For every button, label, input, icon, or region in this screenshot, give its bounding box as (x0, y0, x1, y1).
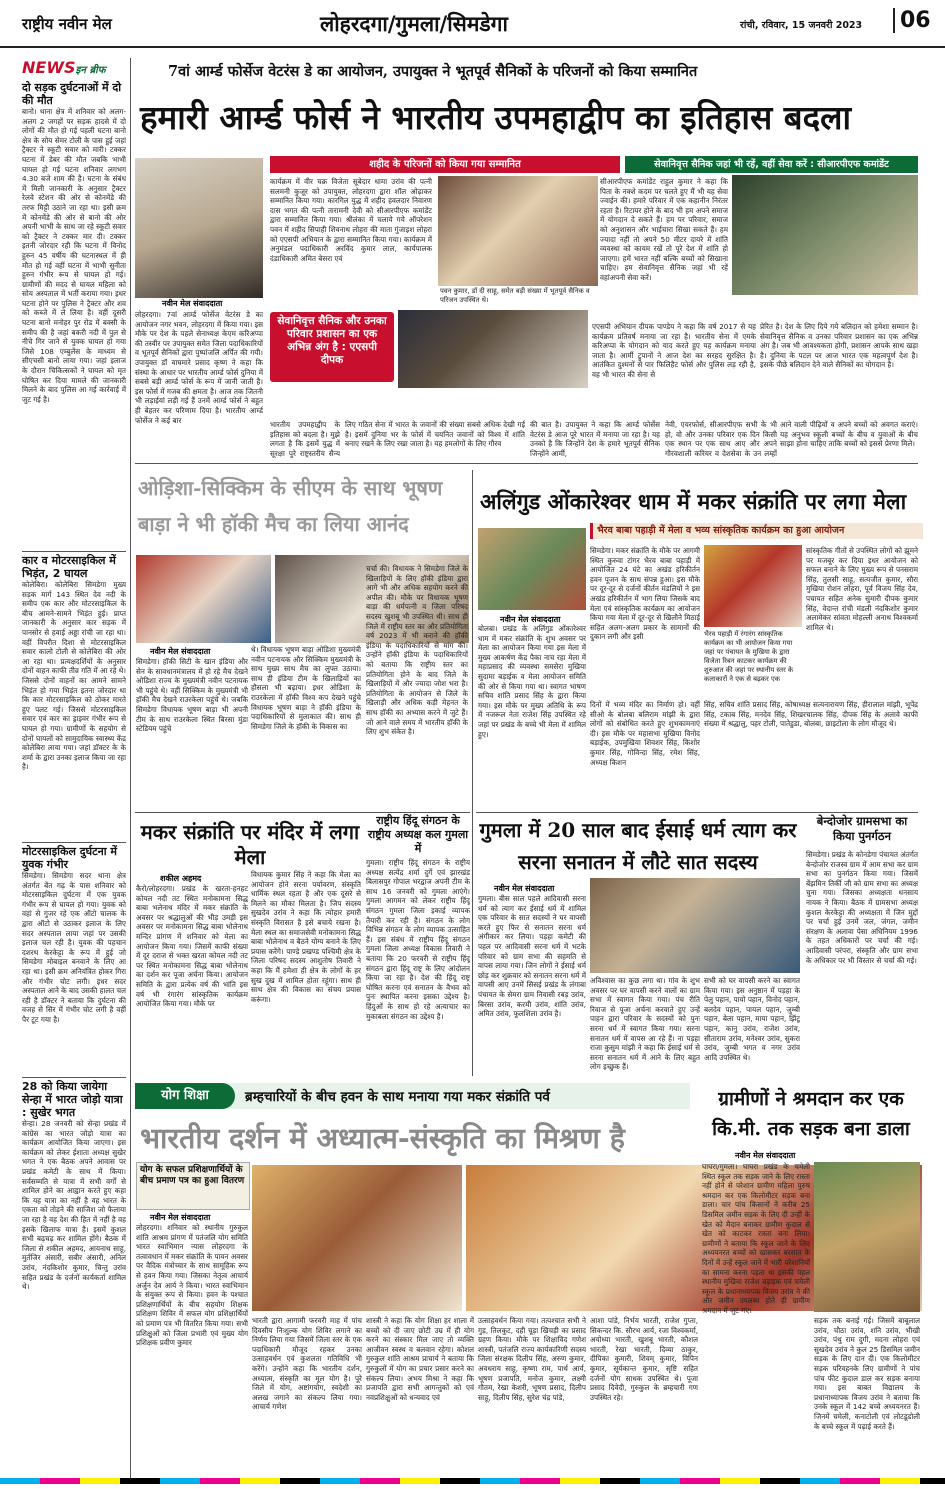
alingud-text-col5: सिंह, सचिव शांति प्रसाद सिंह, कोषाध्यक्ष सत्यनारायण सिंह, हीरालाल मांझी, भूपेंद्र सिंह, टकाब सिंह, मनदेव सिंह, शिखरचालक सिंह, दीपक सिंह के अलावे काफी संख्या में श्रद्धालु, पहर टोली, पातेडुडा, बोलबा, छाइटोला के लोग मौजूद थे। (704, 700, 918, 729)
gumla-text-col3: सभी को घर वापसी करने का स्वागत किया गया। इस अनुष्ठान में पड़हा के पेलु पहान, पायो पहान, विनोद पहान, बलदेव पहान, पायल पहान, जुम्बी पहान, बेला पहान, माया पहान, झिंटू पहान, कानु उरांव, राजेश उरांव, सीताराम उरांव, मनेश्वर उरांव, सुकरा उरांव, जुम्बी भगत व नगर उरांव आदि उपस्थित थे। (704, 976, 800, 1062)
havan-photo (252, 1165, 462, 1311)
lead-text-col4: सीआरपीएफ कमांडेंट राहुल कुमार ने कहा कि पिता के नक्शे कदम पर चलते हुए मैं भी यह सेवा ज्वाईन की। हमारे परिवार में एक कहानीन निरंतर रहता है। रिटायर होने के बाद भी हम अपने समाज में योगदान दे सकते हैं। हम पर परिवार, समाज को अनुशासन और भाईचारा सिखा सकते हैं। हम ज्यादा नहीं तो अपने 50 मीटर दायरे में शांति व्यवस्था को कायम रखें तो पूरे देश में शांति हो जाएगा। हमें भारत नहीं बल्कि बच्चों को सिखाना चाहिए। हम सेवानिवृत्त सैनिक जहां भी रहें वहांअपनी सेवा करें। (600, 177, 728, 282)
gumla-text-col1: गुमला। बीस साल पहले आदिवासी सरना धर्म को त्याग कर ईसाई धर्म में शामिल एक परिवार के सात सदस्यों ने घर वापसी करते हुए फिर से सनातन सरना धर्म अंगीकार कर लिया। पड़हा कमेटी की पहल पर आदिवासी सरना धर्म में भटके परिवार को ग्राम सभा की सहमति से वापस लाया गया। जिन लोगों ने ईसाई धर्म छोड़ कर शुक्रवार को सनातन सरना धर्म में वापसी आए उनमें सिसई प्रखंड के लंगाबा पंचायत के सेमरा ग्राम निवासी रबड़ उरांव, बिरसा उरांव, करमी उरांव, शांति उरांव, अमित उरांव, फूलशिला उरांव है। (478, 894, 586, 1019)
yoga-text-col5: आशा पांडे, निर्भय भारती, राजेश गुप्ता, सिकन्दर कि. सौरभ आर्य, रजा विश्वकर्मा, अयोध्या भारती, खुशबू भारती, कौशल भारती, रेखा भारती, दिव्या ठाकुर, दीपिका कुमारी, शिवम् कुमार, विपिन कुमार, सूर्यकान्त कुमार, सृष्टि सहित दर्जनों योग साधक उपस्थित थे। पूजा प्रसाद दिवेदी, गुरुकुल के ब्रम्हचारी गण उपस्थित रहे। (590, 1316, 698, 1402)
hindu-text: गुमला। राष्ट्रीय हिंदू संगठन के राष्ट्रीय अध्यक्ष सत्येंद्र शर्मा दुर्गे एवं झारखंड बिलासपुर गोपाल भरद्वाज अपनी टीम के साथ 16 जनवरी को गुमला आएंगे। गुमला आगमन को लेकर राष्ट्रीय हिंदू संगठन गुमला जिला इकाई व्यापक तैयारी कर रही है। संगठन के लोग विभिन्न संगठन के लोग व्यापक उत्साहित हैं। इस संबंध में राष्ट्रीय हिंदू संगठन गुमला जिला अध्यक्ष विकास तिवारी ने बताया कि 20 फरवरी से राष्ट्रीय हिंदू संगठन द्वारा हिंदू राष्ट्र के लिए आंदोलन किया जा रहा है। देश की हिंदू राष्ट्र घोषित करना एवं सनातन के वैभव को पुनः स्थापित करना इसका उद्देश्य है। हिंदुओं के साथ हो रहे अत्याचार का मुकाबला संगठन का उद्देश्य है। (366, 858, 470, 1021)
paper-logo: राष्ट्रीय नवीन मेल (22, 15, 112, 33)
registration-marks (0, 1478, 945, 1484)
alingud-text-col2: सिमडेगा। मकर संक्रांति के मौके पर आगमी स्थित कुरुवा टांगर भैरव बाबा पहाड़ी में आयोजित 24 घंटे का अखंड हरिकीर्तन हवन पूजन के साथ संपन्न हुआ। इस मौके पर दूर-दूर से दर्जनों कीर्तन मंडलियों ने इस अखंड हरिकीर्तन में भाग लिया जिसके बाद मेला एवं सांस्कृतिक कार्यक्रम का आयोजन किया गया मेला में दूर-दूर से खिलौने मिठाई सहित अलग-अलग प्रकार के सामानों की दुकान लगी और इसी (590, 546, 700, 642)
alingud-rule (476, 812, 918, 813)
lead-text-col2: कार्यक्रम में वीर चक्र विजेता सूबेदार धामा उरांव की पत्नी सलमनी कुजूर को उपायुक्त, लोहरदगा द्वारा शॉल ओढ़ाकर सम्मानित किया गया। कारगिल युद्ध में शहीद हवलदार निवारण दास भगत की पत्नी तारामनी देवी को सीआरपीएफ कमांडेंट द्वारा सम्मानित किया गया। श्रीलंका में चलाये गये ऑपरेशन पवन में शहीद सिपाही शिवनाथ लोहरा की माता गुंजाइश लोहरा को एएसपी अभियान के द्वारा सम्मानित किया गया। कार्यक्रम में अनुमंडल पदाधिकारी अरविंद कुमार लाल, कार्यपालक दंडाधिकारी अमित बेसरा एवं (270, 177, 432, 263)
lead-lower-1: भारतीय उपमहाद्वीप के इतिहास को बदला है। मुझे लगता है कि इसमें युद्ध में सूरक्षा पुरे राष्ट्रस्तरीय सैन्य (270, 420, 340, 458)
lead-byline: नवीन मेल संवाददाता (162, 299, 223, 308)
martyr-families-honoured-bar: शहीद के परिजनों को किया गया सम्मानित (270, 156, 620, 173)
yoga-strip (135, 1083, 690, 1109)
news-brief-column (22, 58, 126, 1478)
yoga-label: योग शिक्षा (135, 1083, 235, 1109)
odisha-byline: नवीन मेल संवाददाता (150, 647, 211, 656)
page-number: 06 (893, 8, 931, 33)
lead-text-col1: लोहरदगा। 7वां आर्म्ड फोर्सेज वेटरंस डे का आयोजन नगर भवन, लोहरदगा में किया गया। इस मौके पर देश के पहले सेनाध्यक्ष केएम करिअप्पा की तस्वीर पर उपायुक्त समेत जिला पदाधिकारियों व भूतपूर्व सैनिकों द्वारा पुष्पांजलि अर्पित की गयी। उपायुक्त डॉ वाघमारे प्रसाद कृष्ण ने कहा कि संस्था के आधार पर भारतीय आर्म्ड फोर्स दुनिया में सबसे बड़ी आर्म्ड फोर्स के रूप में जानी जाती है। इस फोर्स में गजब की क्षमता है। आज तक जितनी भी लड़ाईयां लड़ी गई हैं उनमें आर्म्ड फोर्स ने बहुत ही बेहतर कर परिणाम दिया है। भारतीय आर्म्ड फोर्सेज ने कई बार (135, 310, 263, 425)
lead-lower-4: नेवी, एयरफोर्स, सीआरपीएफ सभी के भी हो, वो और उनका परिवार एक दिन किसी एक स्थान पर एक साथ आए और अपने गौरवशाली करियर व देशसेवा के उन लम्हों (665, 420, 777, 458)
vertical-divider (472, 470, 473, 1076)
quote-box (270, 312, 394, 382)
yoga-text-col4: उत्साहवर्धन किया गया। तत्पश्चात सभी ने गुड़, तिलकुट, दही चूड़ा खिचड़ी का प्रसाद ग्रहण किया। मौके पर शिक्षाविद गणेश शास्त्री, पतंजलि राज्य कार्यकारिणी सदस्य जिला संरक्षक दिलीप सिंह, अरुण कुमार, अवधराय साहू, कृष्णा राम, पार्थ आर्य, भूषण प्रजापति, मनोज कुमार, लक्ष्मी गौतम, रेखा केशरी, भूषण प्रसाद, दिलीप साहू, दिलीप सिंह, सुरेश चंद्र पांडे, (478, 1316, 586, 1402)
alingud-headline: अलिंगुड ओंकारेश्वर धाम में मकर संक्रांति पर लगा मेला (480, 490, 907, 515)
speaker-asp-photo (398, 310, 588, 388)
odisha-headline: ओड़िशा-सिक्किम के सीएम के साथ भूषण बाड़ा ने भी हॉकी मैच का लिया आनंद (138, 476, 443, 536)
cm-hockey-photo-1 (136, 555, 271, 643)
makar-text-col1: कैरो/लोहरदगा। प्रखंड के खरता-हनहट कोयल नदी तट स्थित मनोकामना सिद्ध बाबा भलेनाथ मंदिर में मकर संक्रांति के अवसर पर श्रद्धालुओं की भीड़ उमड़ी इस अवसर पर मनोकामना सिद्ध बाबा भोलेनाथ मन्दिर प्रांगण में शनिवार को मेला का आयोजन किया गया। जिसमें काफी संख्या में दूर दराज से भक्त खरता कोयल नदी तट पर स्थित मनोकामना सिद्ध बाबा भोलेनाथ का दर्शन कर पूजा अर्चना किया। आयोजन समिति के द्वारा प्रत्येक वर्ष की भांति इस वर्ष भी रंगारंग सांस्कृतिक कार्यक्रम आयोजित किया गया। मौके पर (136, 884, 248, 1009)
quote-text: सेवानिवृत्त सैनिक और उनका परिवार प्रशासन का एक अभिन्न अंग है : एएसपी दीपक (277, 315, 387, 366)
brief-text-2: कोलेबिरा। कोलेबिरा सिमडेगा मुख्य सड़क मार्ग 143 स्थित देव नदी के समीप एक कार और मोटरसाइकिल के बीच आमने-सामने भिड़ंत हुई। प्राप्त जानकारी के अनुसार कार सड़क में पानसोर से हवाई अड्डा रांची जा रहा था। वहीं विपरीत दिशा से मोटरसाइकिल सवार कालो टोली से कोलेबिरा की ओर आ रहा था। प्रत्यक्षदर्शियों के अनुसार दोनों वाहन काफी तीव्र गति में आ रहे थे। जिससे दोनों वाहनों का आमने सामने भिड़ंत हो गया भिड़ंत इतना जोरदार था कि कार मोटरसाइकिल को ठोकर मारते हुए पलट गई। जिससे मोटरसाइकिल सवार एवं कार का ड्राइवर गंभीर रूप से घायल हो गया। ग्रामीणों के सहयोग से दोनों घायलों को सामुदायिक स्वास्थ्य केंद्र कोलेबिरा लाया गया। जहां डॉक्टर के के शर्मा के द्वारा उनका इलाज किया जा रहा है। (22, 580, 126, 772)
paika-dance-photo (478, 528, 586, 610)
bendo-headline: बेन्दोजोर ग्रामसभा का किया पुनर्गठन (816, 814, 908, 843)
lead-bar-right (625, 156, 918, 173)
road-text-col2: सड़क तक बनाई गई। जिसमें बाबूलाल उरांव, चौठा उरांव, शनि उरांव, भीखी उरांव, पंथु राम दुगी, मदना लोहरा एवं सुखदेव उरांव ने कुल 25 डिसमिल जमीन सड़क के लिए दान दी। एक किलोमीटर सड़क परिवहनके लिए ग्रामीणों ने पांच पांच फीट कुदाल डाल कर सड़क बनाया गया। इस बाबत विद्यालय के प्रधानाध्यापक विजय उरांव ने बताया कि उनके स्कूल में 142 बच्चे अध्ययनरत हैं। जिनमें चमेली, कनाटोली एवं लोटडूडोली के बच्चे स्कूल में पढ़ाई करते हैं। (814, 1316, 920, 1431)
retired-soldiers-serve-bar: सेवानिवृत्त सैनिक जहां भी रहें, वहीं सेवा करें : सीआरपीएफ कमांडेंट (625, 156, 918, 173)
makar-text-col2: विधायक कुमार सिंह ने कहा कि मेला का आयोजन होने सरना पर्यावरण, संस्कृति धार्मिक स्थल रहता है और एक दूसरे से मिलने का मौका मिलता है। जिप सदस्य सुखदेव उरांव ने कहा कि त्योहार हमारी संस्कृति विरासत है इसे बचाये रखना है। मेला स्थल का समाजसेवी मनोकामना सिद्ध बाबा भोलेनाथ व बैठने योग्य बनाने के लिए प्रयास करेंगे। पाण्डे प्रखण्ड पश्चिमी क्षेत्र के जिला परिषद सदस्य आशुतोष तिवारी ने कहा कि मैं हमेशा ही क्षेत्र के लोगों के हर सुख दुख में शामिल होता रहूंगा। साथ ही साथ क्षेत्र की विकास का संचय प्रयास करूंगा। (251, 870, 361, 1004)
lead-lower-2: लिए गठित सेना में भारत के जवानों की संख्या सबसे अधिक देखी गई है। इसमें दुनिया भर के फोर्स में चयनित जवानों को विश्व में शांति बनाए रखने के लिए रखा जाता है। यह हमलोगों के लिए गौरव (345, 420, 525, 449)
column-divider (130, 58, 131, 1478)
bhairav-fair-photo (704, 545, 802, 627)
brief-text-3: सिमडेगा। सिमडेगा सदर थाना क्षेत्र अंतर्गत बेंत गढ़ के पास शनिवार को मोटरसाइकिल दुर्घटना में एक युवक गंभीर रूप से घायल हो गया। युवक को वहां से गुजर रहे एक ऑटो चालक के द्वारा ऑटो से उठाकर इलाज के लिए सदर अस्पताल लाया जहां पर उसकी इलाज चल रही है। युवक की पहचान दशरथ केरकेट्टा के रूप में हुई जो सिमडेगा मोबाइल बनवाने के लिए आ रहा था। इसी क्रम अनियंत्रित होकर गिरा और गंभीर चोट लगी। इधर सदर अस्पताल आने के बाद उसकी हालत चल रही है डॉक्टर ने बताया कि दुर्घटना की वजह से सिर में गंभीर चोट लगी है वहीं पैर टूट गया है। (22, 871, 126, 1024)
yoga-text-col2: भारती द्वारा आगामी फरवरी माह में पांच दिवसीय निःशुल्क योग शिविर लगाने का निर्णय लिया गया जिसमें जिला स्तर के एक पदाधिकारी मौजूद रहकर उनका उत्साहवर्धन एवं कुशलता गतिविधि भी करेंगे। उन्होंने कहा कि भारतीय दर्शन, अध्यात्म, संस्कृति का मूल योग है। पूरे जिले में योग, अष्टांगयोग, स्वदेशी का अलख जगाने का संकल्प लिया गया। आचार्य गणेश (252, 1316, 362, 1412)
road-shramdaan-photo (814, 1162, 920, 1312)
lead-lower-3: की बात है। उपायुक्त ने कहा कि आर्म्ड फोर्सेस वेटरंस डे आज पूरे भारत में मनाया जा रहा है। यह उनको है कि जिन्होंने देश के हमारे भूतपूर्व सैनिक जिन्होंने आर्मी, (530, 420, 660, 458)
honour-ceremony-photo (438, 176, 598, 286)
yoga-box-text: योग के सफल प्रशिक्षणार्थियों के बीच प्रमाण पत्र का हुआ वितरण (140, 1165, 245, 1186)
news-brief-label (22, 58, 126, 77)
brief-headline-3: मोटरसाइकिल दुर्घटना में युवक गंभीर (22, 842, 126, 871)
road-byline: नवीन मेल संवाददाता (735, 1151, 796, 1160)
yoga-headline: भारतीय दर्शन में अध्यात्म-संस्कृति का मिश्रण है (140, 1121, 625, 1155)
bendo-text: सिमडेगा। प्रखंड के कोनडेगा पंचायत अंतर्गत बेन्दोजोर राजस्व ग्राम में आम सभा कर ग्राम सभा का पुनर्गठन किया गया। जिसमें बेंझमिन तिर्की जी को ग्राम सभा का अध्यक्ष चुना गया। जिसका अध्यक्षता धनसाय नायक ने किया। बैठक में ग्रामसभा अध्यक्ष कुशल केरकेट्टा की अध्यक्षता में जिन मुद्दों पर चर्चा हुई उनमें जल, जंगल, जमीन संरक्षण के अलावा पेसा अधिनियम 1996 के तहत अधिकारों पर चर्चा की गई। आदिवासी परंपरा, संस्कृति और ग्राम सभा के अधिकार पर भी विस्तार से चर्चा की गई। (806, 850, 918, 965)
brief-text-1: बानो। थाना क्षेत्र में शनिवार को अलग-अलग 2 जगहों पर सड़क हादसे में दो लोगों की मौत हो गई पहली घटना बानो क्षेत्र के सोय सेमर टोली के पास हुई जहां ट्रैक्टर ने स्कूटी सवार को मारी। टक्कर घटना में डेबर की मौत जबकि भाभी घायल हो गई घटना शनिवार लगभग 4.30 बजे शाम की है। घटना के संबंध में मिली जानकारी के अनुसार ट्रैक्टर रेलवे स्टेशन की ओर से कोनमेंडे की तरफ मिट्टी उठाने जा रहा था। इसी क्रम में कोनमेंडे की ओर से बानो की ओर अपनी भाभी के साथ जा रहे स्कूटी सवार को ट्रैक्टर ने टक्कर मार दी। टक्कर इतनी जोरदार रही कि घटना में विनोद हुरुन 45 वर्षीय की घटनास्थल में ही मौत हो गई वहीं घटना में भाभी सुनीता हुरुन गंभीर रूप से घायल हो गई। ग्रामीणों की मदद से घायल महिला को सोय अस्पताल में भर्ती कराया गया। इधर घटना होने पर पुलिस ने ट्रैक्टर और शव को कब्जे में ले लिया है। वहीं दूसरी घटना बानो मनोहर पुर रोड में बक्सी के समीप की है जहां बकरी नदी में पुल से नीचे गिर जाने से युवक घायल हो गया जिसे 108 एम्बुलेंस के माध्यम से सीएचसी बानो लाया गया। जहां इलाज के दौरान चिकित्सकों ने घायल को मृत घोषित कर दिया मामले की जानकारी मिलने के बाद पुलिस आ गई कार्रवाई में जुट गई है। (22, 107, 126, 404)
section-rule (135, 463, 918, 464)
hindu-headline: राष्ट्रीय हिंदू संगठन के राष्ट्रीय अध्यक्ष कल गुमला में (367, 814, 469, 855)
alingud-photo-caption: भैरव पहाड़ी में रंगारंग सांस्कृतिक कार्यक्रम का भी आयोजन किया गया जहां पर पंचायत के मुखिया के द्वारा विजेता रिबन काटकर कार्यक्रम की शुरुआत की जहां पर स्थानीय स्तर के कलाकारों ने एक से बढ़कर एक (704, 630, 794, 683)
brief-headline-2: कार व मोटरसाइकिल में भिड़ंत, 2 घायल (22, 551, 126, 580)
lead-kicker: 7वां आर्म्ड फोर्सेज वेटरंस डे का आयोजन, उपायुक्त ने भूतपूर्व सैनिकों के परिजनों को किया सम्मानित (168, 63, 698, 80)
yoga-text-col3: शास्त्री ने कहा कि योग शिक्षा हर शाला में बच्चों को दी जाए छोटी उम्र में ही योग करने का संस्कार मिल जाए तो व्यक्ति आजीवन स्वस्थ व बलवान रहेगा। कोशल गुरुकुल शांति आश्रम प्राचार्य ने बताया कि गुरुकुलों में योग का प्रचार प्रसार करने का संकल्प लिया। अभय मिश्रा ने कहा कि प्रजापति द्वारा सभी आगन्तुकों को एवं नवप्रशिक्षुओं को धन्यवाद एवं (366, 1316, 474, 1402)
lead-text-col6: प्रेरित है। देश के लिए दिये गये बलिदान को हमेशा सम्मान है। सेवानिवृत्त सैनिक व उनका परिवार प्रशासन का एक अभिन्न अंग है। जब भी आवश्यकता होगी, प्रशासन आपके साथ खड़ा है। दुनिया के पटल पर आज भारत एक महत्वपूर्ण देश है। इसके पीछे बलिदान देने वाले सैनिकों का योगदान है। (760, 322, 918, 370)
section-title: लोहरदगा/गुमला/सिमडेगा (320, 11, 508, 36)
yoga-box (136, 1162, 250, 1210)
brief-label: इन ब्रीफ (75, 65, 106, 76)
makar-headline: मकर संक्रांति पर मंदिर में लगा मेला (140, 820, 360, 869)
yoga-text-col1: लोहरदगा। शनिवार को स्थानीय गुरुकुल शांति आश्रम प्रांगण में पतंजलि योग समिति भारत स्वाभिमान न्यास लोहरदगा के तत्वावधान में मकर संक्रांति के पावन अवसर पर वैदिक मंत्रोच्चार के साथ सामूहिक रूप से हवन किया गया। जिसका नेतृत्व आचार्य अर्जुन देव आर्य ने किया। भारत स्वाभिमान के संयुक्त रूप से किया। हवन के पश्चात प्रशिक्षणार्थियों के बीच सहयोग शिक्षक प्रशिक्षण शिविर में सफल योग प्रशिक्षार्थियों को प्रमाण पत्र भी वितरित किया गया। सभी प्रशिक्षुओं को जिला प्रभारी एवं मुख्य योग प्रशिक्षक प्रवीण कुमार (136, 1223, 248, 1348)
lead-headline: हमारी आर्म्ड फोर्स ने भारतीय उपमहाद्वीप का इतिहास बदला (140, 98, 852, 137)
brief-headline-1: दो सड़क दुर्घटनाओं में दो की मौत (22, 81, 122, 107)
masthead (0, 0, 945, 48)
odisha-text-col3: चर्चा की। विधायक ने सिमडेगा जिले के खिलाड़ियों के लिए हॉकी इंडिया द्वारा आगे भी और अधिक सहयोग करने की अपील की। मौके पर विधायक भूषण बाड़ा की धर्मपत्नी व जिला परिषद सदस्य खुशबू भी उपस्थित थी। साथ ही जिले में राष्ट्रीय स्तर का और प्रतियोगिता वर्ष 2023 में भी कराने की हॉकी इंडिया के पदाधिकारियों से मांग की। उन्होंने हॉकी इंडिया के पदाधिकारियों को बताया कि राष्ट्रीय स्तर का प्रतियोगिता होने के बाद जिले के खिलाड़ियों में और ज्यादा जोश भरा है। प्रतियोगिता के आयोजन से जिले के खिलाड़ी और अधिक कड़ी मेहनत के साथ हॉकी का अभ्यास करने में जुटे हैं। जो आने वाले समय में भारतीय हॉकी के लिए शुभ संकेत है। (366, 564, 468, 737)
alingud-subheading: भैरव बाबा पहाड़ी में मेला व भव्य सांस्कृतिक कार्यक्रम का हुआ आयोजन (597, 525, 845, 536)
odisha-text-col1: सिमडेगा। हॉकी सिटी के खान इंडिया और सेन के सावधानमंत्रालय में हो रहे मैच देखने ओडिशा राज्य के मुख्यमंत्री नवीन पटनायक भी पहुंचे थे। वहीं सिक्किम के मुख्यमंत्री भी हॉकी मैच देखने राउरकेला पहुंचे थे। जबकि सिमडेगा विधायक भूषण बाड़ा भी अपनी टीम के साथ राउरकेला स्थित बिरसा मुंडा स्टेडियम पहुंचे (136, 657, 248, 734)
alingud-text-col4: दिनों में भव्य मंदिर का निर्माण हो। वहीं सीओ के बोलबा बलिराम मांझी के द्वारा लोगों को संबोधित करते हुए शुभकामनाएं दी। इस मौके पर महासभा मुखिया विनोद बड़ाईक, उपमुखिया शिवशर सिंह, किशोर कुमार सिंह, गोविन्दा सिंह, रमेश सिंह, अध्यक्ष किशन (590, 700, 700, 767)
alingud-text-col3: सांस्कृतिक गीतों से उपस्थित लोगों को झूमने पर मजबूर कर दिया इधर आयोजन को सफल बनाने के लिए मुख्य रूप से पनसराम सिंह, तुलसी साहू, सत्यजीत कुमार, सौरा मुखिया रोशन लोहरा, पूर्व विजय सिंह देव, पचायत सहित अनेक सुमारी दीपक कुमार सिंह, वेदान्त रांची मंडली नंदकिशोर कुमार अलामेकर सांवता मोहल्ली अनाथ विश्वकर्मा शामिल थे। (806, 546, 918, 632)
yoga-kicker: ब्रम्हचारियों के बीच हवन के साथ मनाया गया मकर संक्रांति पर्व (245, 1089, 550, 1105)
alingud-text-col1: बोलबा। प्रखंड के अलिंगुड ओंकारेश्वर धाम में मकर संक्रांति के शुभ अवसर पर मेला का आयोजन किया गया इस मेला में मुख्य आकर्षण केंद्र पैका नाच रहा मेला में महाप्रसाद की व्यवस्था समसेरा मुखिया सुदामा बड़ाईक व मेला आयोजन समिति की ओर से किया गया था। स्वागत भाषण सचिव शांति प्रसाद सिंह के द्वारा किया गया। इस मौके पर मुख्य अतिथि के रूप में नजरूल नेता राजेश सिंह उपस्थित रहे जहां पर प्रखंड के बच्चे भी मेला में शामिल हुए। (478, 624, 586, 739)
odisha-rule (135, 812, 470, 813)
makar-byline: शकील अहमद (160, 874, 202, 883)
brief-text-4: सेन्हा। 28 जनवरी को सेन्हा प्रखंड में कांग्रेस का भारत जोड़ो यात्रा का कार्यक्रम आयोजित किया जाएगा। इस कार्यक्रम को लेकर ईशाता अध्यक्ष सुखेर भगत ने एक बैठक अपने आवास पर प्रखंड कमेटी के साथ में किया। सर्वसम्मति से यात्रा में सभी वर्गों से शामिल होने का आह्वान करते हुए कहा कि यह यात्रा का नहीं है वह भारत के एकता को तोड़ने की साजिश जो फैलाया जा रहा है वह देश की हित में नहीं है वह इसके खिलाफ यात्रा है। इसमें कुशल सभी बढ़चढ़ कर शामिल होंगे। बैठक में जिला से शकील अहमद, आयनाथ साहू, मुर्तजिर अंसारी, सबीर अंसारी, अनिल उरांव, नंदकिशोर कुमार, चिन्तु उरांव सहित प्रखंड के दर्जनों कार्यकर्ता शामिल थे। (22, 1119, 126, 1292)
odisha-text-col2: थे। विधायक भूषण बाड़ा ओडिशा मुख्यमंत्री नवीन पटनायक और सिक्किम मुख्यमंत्री के साथ मुख्य साथ मैच का लुफ्त उठाया। साथ ही इंडिया टीम के खिलाड़ियों का हौसला भी बढ़ाया। इधर ओडिशा के राउरकेला में हॉकी विश्व कप देखने पहुंचे विधायक भूषण बाड़ा ने हॉकी इंडिया के पदाधिकारियों से मुलाकात की। साथ ही सिमडेगा जिले के हॉकी के विकास का (251, 645, 361, 731)
lead-lower-7: आने वाली पीढ़ियों व अपने बच्चों को अवगत कराएं। यह अनुभव स्कूली बच्चों के बीच व युवाओं के बीच साझा होना चाहिए ताकि बच्चों को इससे प्रेरणा मिले। (780, 420, 918, 449)
issue-date: रांची, रविवार, 15 जनवरी 2023 (740, 20, 863, 31)
brief-headline-4: 28 को किया जायेगा सेन्हा में भारत जोड़ो यात्रा : सुखेर भगत (22, 1077, 126, 1119)
lead-bar-left (270, 156, 620, 173)
lead-text-col5: एएसपी अभियान दीपक पाण्डेय ने कहा कि वर्ष 2017 से यह कार्यक्रम प्रतिवर्ष मनाया जा रहा है। भारतीय सेना में एमके करिअप्पा के योगदान को याद करते हुए यह कार्यक्रम मनाया जाता है। आर्मी ट्रुपानों ने आज देश का सरहद सुरक्षित है। आतंकित दुश्मनों से पार फिलिहैट फोर्स और पुलिस लड़ रही है, वह भी भारत की सेना से (592, 322, 756, 379)
yoga-byline: नवीन मेल संवाददाता (150, 1213, 211, 1222)
gumla-gathering-photo (590, 878, 800, 973)
alingud-subbar (590, 523, 923, 539)
alingud-byline: नवीन मेल संवाददाता (500, 615, 561, 624)
gumla-text-col2: अविश्वास का कुछ लगा था। गांव के शुभ अवसर पर घर वापसी करने वालों का ग्राम सभा में स्वागत किया गया। पंच रीति रिवाज से पूजा अर्चना करवाते हुए उन्हें पाहन द्वारा परिवार के सदस्यों को पुनः सरना धर्म में स्वागत किया गया। सरना सनातन धर्म में वापस आ रहे हैं। ना पड़हा राजा कुसुम मांझी ने कहा कि ईसाई धर्म से सरना सनातन धर्म में आने के लिए बहुत लोग इच्छुक हैं। (590, 976, 700, 1072)
gumla-headline: गुमला में 20 साल बाद ईसाई धर्म त्याग कर सरना सनातन में लौटे सात सदस्य (479, 818, 797, 874)
crpf-commandant-photo (732, 175, 918, 295)
road-headline: ग्रामीणों ने श्रमदान कर एक कि.मी. तक सड़क बना डाला (712, 1088, 910, 1140)
gumla-byline: नवीन मेल संवाददाता (494, 884, 555, 893)
news-label: NEWS (22, 58, 76, 77)
lead-photo-caption: पवन कुमार, डॉ दी साहू, समेत बड़ी संख्या में भूतपूर्व सैनिक व परिजन उपस्थित थे। (440, 287, 590, 304)
deputy-commissioner-photo (135, 158, 263, 298)
road-text-col1: घाघरा/गुमला। घाघरा प्रखंड के चमेली स्थित स्कूल तक सड़क जाने के लिए रास्ता नहीं होने से परेशान ग्रामीण महिला पुरुष श्रमदान कर एक किलोमीटर सड़क बना डाला। चार पांच किसानों ने करीब 25 डिसमिल जमीन सड़क के लिए दी उन्हीं के खेत को मैदान बनाकर ग्रामीण कुदाल से खेत को काटकर रास्ता बना लिया। ग्रामीणों ने बताया कि स्कूल जाने के लिए अध्ययनरत बच्चों को खासकर बरसात के दिनों में उन्हें स्कूल जाने में भारी परेशानियों का सामना करना पड़ता था इसकी पहल स्थानीय मुखिया राजेश बड़ाइक एवं चमेली स्कूल के प्रधानाध्यापक विजय उरांव ने की और जमीन उपलब्ध होते ही ग्रामीण श्रमदान में जुट गए। (702, 1162, 810, 1315)
